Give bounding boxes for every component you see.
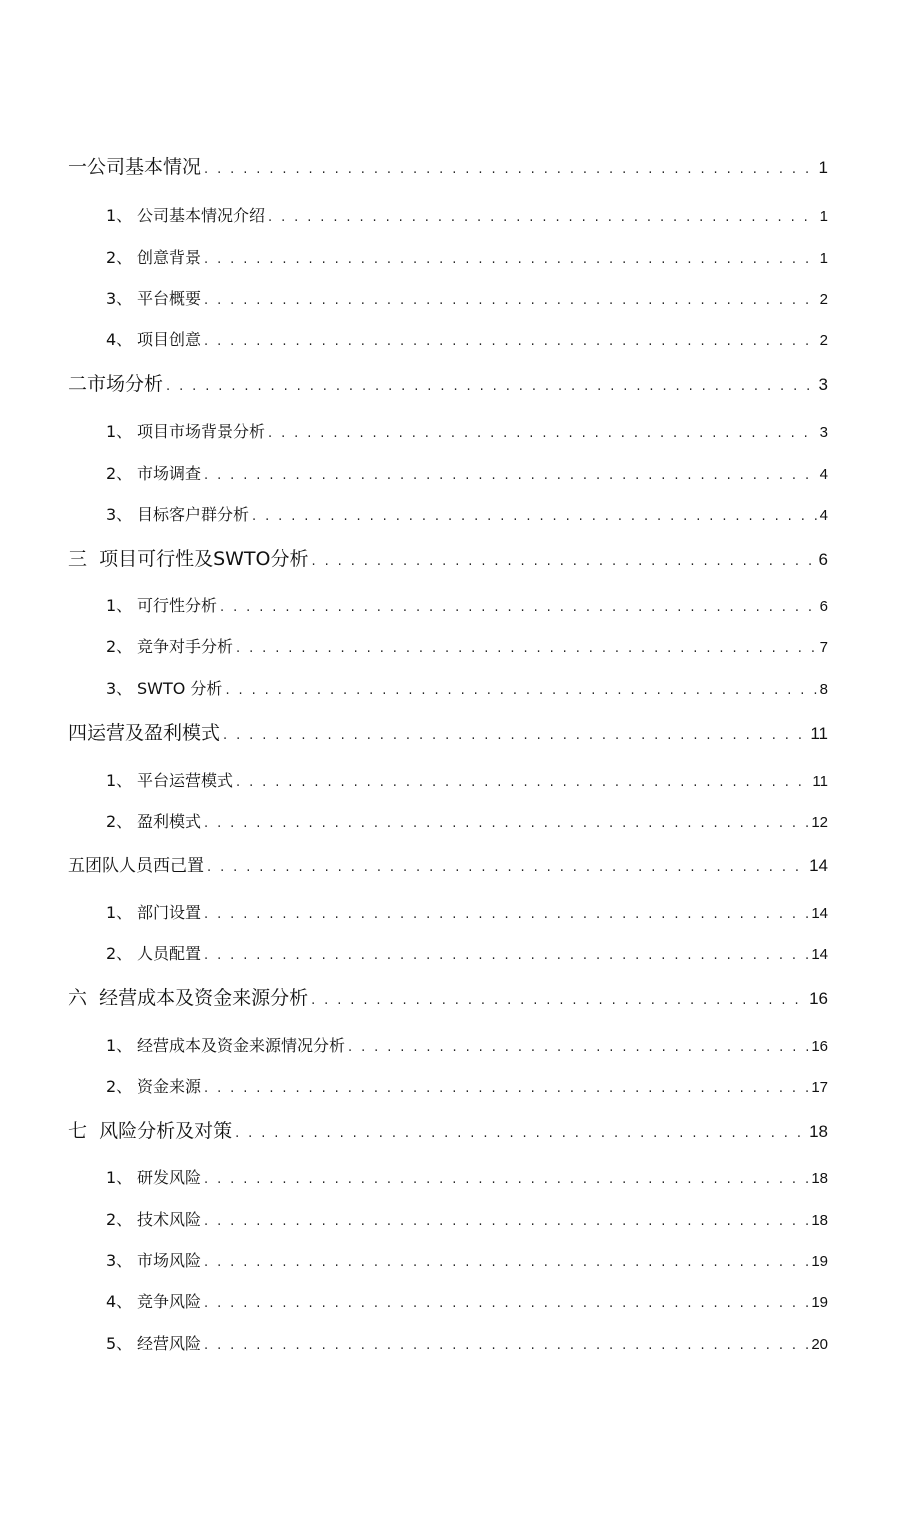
toc-entry-number: 2、 xyxy=(106,944,133,963)
toc-entry-title: 平台概要 xyxy=(137,289,202,308)
dot-leader xyxy=(312,554,816,569)
toc-entry-subsection[interactable] xyxy=(106,1207,828,1231)
toc-entry-title: 市场风险 xyxy=(137,1251,202,1270)
toc-entry-title: 技术风险 xyxy=(137,1210,202,1229)
toc-entry-subsection[interactable] xyxy=(106,941,828,965)
toc-page-number: 3 xyxy=(818,375,828,394)
dot-leader xyxy=(204,1172,808,1187)
dot-leader xyxy=(220,600,817,615)
toc-entry-number: 2、 xyxy=(106,464,133,483)
toc-entry-title: 四运营及盈利模式 xyxy=(68,722,221,744)
dot-leader xyxy=(236,775,809,790)
toc-entry-subsection[interactable] xyxy=(106,676,828,700)
toc-entry-number: 1、 xyxy=(106,206,133,225)
toc-page-number: 11 xyxy=(810,724,828,743)
toc-entry-section[interactable] xyxy=(68,851,828,879)
toc-entry-title: 三 项目可行性及SWTO分析 xyxy=(68,548,309,570)
dot-leader xyxy=(252,509,817,524)
toc-entry-subsection[interactable] xyxy=(106,768,828,792)
dot-leader xyxy=(268,426,817,441)
toc-entry-subsection[interactable] xyxy=(106,461,828,485)
toc-entry-title: 竞争风险 xyxy=(137,1292,202,1311)
toc-entry-title: 盈利模式 xyxy=(137,812,202,831)
toc-entry-subsection[interactable] xyxy=(106,1074,828,1098)
dot-leader xyxy=(204,1255,808,1270)
dot-leader xyxy=(235,1126,806,1141)
toc-entry-number: 1、 xyxy=(106,596,133,615)
toc-page-number: 11 xyxy=(812,773,828,790)
toc-page-number: 2 xyxy=(819,291,828,308)
dot-leader xyxy=(311,993,806,1008)
toc-entry-section[interactable] xyxy=(68,544,828,572)
toc-entry-subsection[interactable] xyxy=(106,1033,828,1057)
toc-entry-title: 人员配置 xyxy=(137,944,202,963)
dot-leader xyxy=(236,641,817,656)
toc-entry-title: 部门设置 xyxy=(137,903,202,922)
toc-entry-subsection[interactable] xyxy=(106,1248,828,1272)
toc-entry-subsection[interactable] xyxy=(106,1331,828,1355)
toc-entry-title: 经营风险 xyxy=(137,1334,202,1353)
toc-entry-number: 2、 xyxy=(106,812,133,831)
toc-entry-title: 五团队人员西己置 xyxy=(68,856,204,876)
toc-entry-number: 2、 xyxy=(106,1077,133,1096)
dot-leader xyxy=(225,683,816,698)
dot-leader xyxy=(204,252,817,267)
toc-entry-title: 经营成本及资金来源情况分析 xyxy=(137,1036,346,1055)
dot-leader xyxy=(204,468,817,483)
toc-page-number: 14 xyxy=(811,905,828,922)
toc-page-number: 3 xyxy=(819,424,828,441)
dot-leader xyxy=(204,1296,808,1311)
toc-entry-title: 项目创意 xyxy=(137,330,202,349)
toc-entry-title: 项目市场背景分析 xyxy=(137,422,266,441)
toc-entry-section[interactable] xyxy=(68,152,828,180)
toc-entry-number: 1、 xyxy=(106,903,133,922)
toc-page-number: 8 xyxy=(819,681,828,698)
toc-entry-subsection[interactable] xyxy=(106,809,828,833)
toc-entry-title: 六 经营成本及资金来源分析 xyxy=(68,987,309,1009)
toc-entry-title: 研发风险 xyxy=(137,1168,202,1187)
toc-entry-subsection[interactable] xyxy=(106,593,828,617)
toc-page-number: 14 xyxy=(811,946,828,963)
toc-page-number: 6 xyxy=(819,598,828,615)
toc-entry-number: 5、 xyxy=(106,1334,133,1353)
dot-leader xyxy=(204,293,817,308)
toc-entry-title: 竞争对手分析 xyxy=(137,637,234,656)
toc-page-number: 12 xyxy=(811,814,828,831)
dot-leader xyxy=(204,1081,808,1096)
toc-page-number: 7 xyxy=(819,639,828,656)
toc-entry-title: 目标客户群分析 xyxy=(137,505,250,524)
toc-entry-number: 1、 xyxy=(106,422,133,441)
toc-page-number: 1 xyxy=(818,158,828,177)
toc-page-number: 16 xyxy=(811,1038,828,1055)
toc-page-number: 1 xyxy=(819,208,828,225)
toc-page-number: 1 xyxy=(819,250,828,267)
toc-entry-title: 一公司基本情况 xyxy=(68,156,202,178)
dot-leader xyxy=(268,210,817,225)
dot-leader xyxy=(207,860,806,875)
toc-entry-title: SWTO 分析 xyxy=(137,679,223,698)
toc-page-number: 18 xyxy=(811,1170,828,1187)
toc-page-number: 14 xyxy=(809,856,828,875)
dot-leader xyxy=(348,1040,808,1055)
toc-entry-title: 平台运营模式 xyxy=(137,771,234,790)
toc-entry-title: 公司基本情况介绍 xyxy=(137,206,266,225)
toc-entry-subsection[interactable] xyxy=(106,245,828,269)
dot-leader xyxy=(166,379,816,394)
toc-entry-title: 市场调查 xyxy=(137,464,202,483)
toc-entry-number: 2、 xyxy=(106,1210,133,1229)
toc-entry-subsection[interactable] xyxy=(106,1289,828,1313)
toc-entry-subsection[interactable] xyxy=(106,900,828,924)
dot-leader xyxy=(204,907,808,922)
toc-entry-number: 3、 xyxy=(106,289,133,308)
toc-entry-section[interactable] xyxy=(68,1116,828,1144)
toc-page-number: 4 xyxy=(819,466,828,483)
dot-leader xyxy=(204,816,808,831)
toc-page-number: 2 xyxy=(819,332,828,349)
toc-entry-subsection[interactable] xyxy=(106,327,828,351)
toc-entry-section[interactable] xyxy=(68,369,828,397)
toc-entry-number: 3、 xyxy=(106,1251,133,1270)
toc-entry-title: 七 风险分析及对策 xyxy=(68,1120,233,1142)
toc-entry-subsection[interactable] xyxy=(106,286,828,310)
toc-entry-section[interactable] xyxy=(68,718,828,746)
toc-entry-title: 创意背景 xyxy=(137,248,202,267)
toc-entry-title: 资金来源 xyxy=(137,1077,202,1096)
dot-leader xyxy=(204,162,816,177)
dot-leader xyxy=(204,948,808,963)
toc-page-number: 19 xyxy=(811,1253,828,1270)
toc-entry-number: 1、 xyxy=(106,1036,133,1055)
toc-entry-number: 3、 xyxy=(106,679,133,698)
toc-entry-title: 二市场分析 xyxy=(68,373,164,395)
toc-entry-subsection[interactable] xyxy=(106,203,828,227)
toc-page-number: 18 xyxy=(811,1212,828,1229)
toc-entry-number: 4、 xyxy=(106,1292,133,1311)
dot-leader xyxy=(204,334,817,349)
toc-page-number: 19 xyxy=(811,1294,828,1311)
toc-page-number: 6 xyxy=(818,550,828,569)
dot-leader xyxy=(204,1214,808,1229)
toc-page-number: 4 xyxy=(819,507,828,524)
toc-entry-section[interactable] xyxy=(68,983,828,1011)
toc-entry-subsection[interactable] xyxy=(106,502,828,526)
toc-page-number: 17 xyxy=(811,1079,828,1096)
toc-entry-number: 1、 xyxy=(106,771,133,790)
dot-leader xyxy=(204,1338,808,1353)
toc-page-number: 20 xyxy=(811,1336,828,1353)
toc-entry-subsection[interactable] xyxy=(106,634,828,658)
toc-page-number: 16 xyxy=(809,989,828,1008)
toc-entry-subsection[interactable] xyxy=(106,1165,828,1189)
toc-entry-number: 3、 xyxy=(106,505,133,524)
toc-entry-number: 2、 xyxy=(106,637,133,656)
toc-page-number: 18 xyxy=(809,1122,828,1141)
toc-entry-number: 1、 xyxy=(106,1168,133,1187)
toc-entry-number: 4、 xyxy=(106,330,133,349)
toc-entry-subsection[interactable] xyxy=(106,419,828,443)
toc-entry-title: 可行性分析 xyxy=(137,596,218,615)
toc-entry-number: 2、 xyxy=(106,248,133,267)
dot-leader xyxy=(223,728,807,743)
